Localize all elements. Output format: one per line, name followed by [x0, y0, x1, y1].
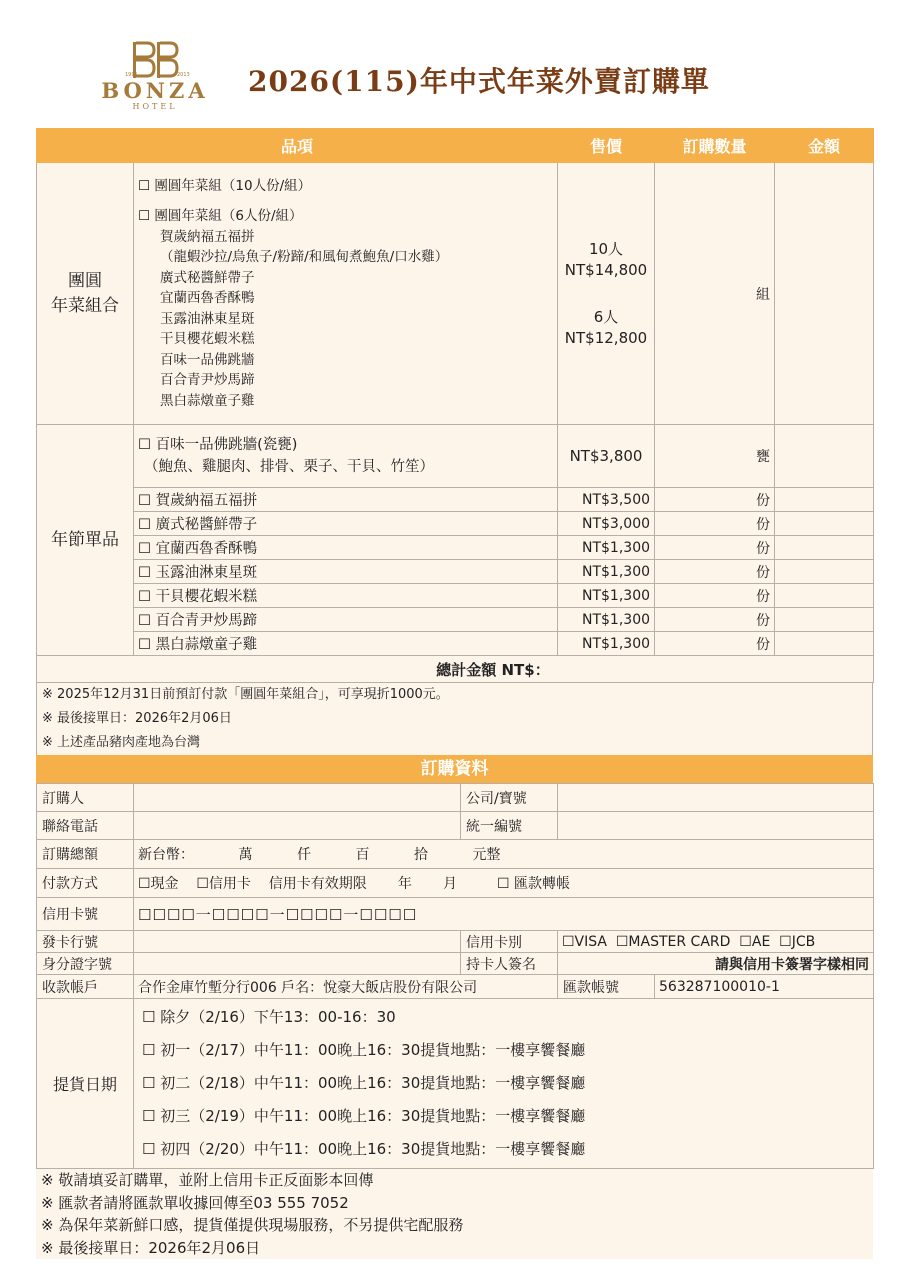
form-row: [37, 784, 874, 812]
tax-id-field[interactable]: [558, 812, 874, 840]
orderer-field[interactable]: [134, 784, 461, 812]
list-item: 賀歲納福五福拼: [160, 228, 255, 245]
list-item: 宜蘭西魯香酥鴨: [160, 290, 255, 307]
single-item[interactable]: ☐ 廣式秘醬鮮帶子: [134, 512, 558, 536]
single-price: NT$3,500: [558, 488, 655, 512]
set-qty-field[interactable]: 組: [655, 163, 775, 425]
table-row: [37, 632, 874, 656]
single-qty-first[interactable]: 甕: [655, 425, 775, 488]
logo-year-right: 2013: [177, 72, 190, 78]
single-qty[interactable]: 份: [655, 512, 775, 536]
pickup-option[interactable]: ☐ 初一（2/17）中午11：00晚上16：30提貨地點：一樓享饗餐廳: [142, 1041, 586, 1059]
page-header: [0, 0, 908, 128]
order-sheet: [36, 128, 873, 1259]
note-line: ※ 上述產品豬肉產地為台灣: [36, 731, 873, 755]
issuer-label: 發卡行號: [37, 931, 134, 953]
menu-table-header: [37, 129, 874, 163]
single-item[interactable]: ☐ 宜蘭西魯香酥鴨: [134, 536, 558, 560]
total-field[interactable]: 新台幣： 萬 仟 百 拾 元整: [134, 840, 874, 869]
id-number-label: 身分證字號: [37, 953, 134, 975]
header-amount: 金額: [775, 129, 874, 163]
card-number-field[interactable]: ☐☐☐☐一☐☐☐☐一☐☐☐☐一☐☐☐☐: [134, 898, 874, 931]
single-amount[interactable]: [775, 488, 874, 512]
single-qty[interactable]: 份: [655, 632, 775, 656]
payment-label: 付款方式: [37, 869, 134, 898]
single-qty[interactable]: 份: [655, 536, 775, 560]
pickup-option[interactable]: ☐ 初三（2/19）中午11：00晚上16：30提貨地點：一樓享饗餐廳: [142, 1107, 586, 1125]
form-row: [37, 840, 874, 869]
single-item-first[interactable]: ☐ 百味一品佛跳牆(瓷甕) （鮑魚、雞腿肉、排骨、栗子、干貝、竹笙）: [134, 425, 558, 488]
total-label: 訂購總額: [37, 840, 134, 869]
table-row: [37, 488, 874, 512]
form-row: [37, 869, 874, 898]
single-price: NT$1,300: [558, 608, 655, 632]
footer-line: ※ 匯款者請將匯款單收據回傳至03 555 7052: [36, 1192, 873, 1215]
logo-monogram-icon: [125, 40, 190, 80]
set-price: 10人 NT$14,800 6人 NT$12,800: [558, 163, 655, 425]
notes-block: [36, 683, 873, 755]
order-form: [36, 783, 874, 1169]
footer-notes: [36, 1169, 873, 1259]
logo-subtitle: HOTEL: [132, 102, 178, 111]
list-item: （龍蝦沙拉/烏魚子/粉蹄/和風甸煮鮑魚/口水雞）: [160, 249, 449, 266]
table-row: [37, 584, 874, 608]
payment-options[interactable]: ☐現金 ☐信用卡 信用卡有效期限 年 月 ☐ 匯款轉帳: [134, 869, 874, 898]
company-label: 公司/寶號: [461, 784, 558, 812]
tax-id-label: 統一編號: [461, 812, 558, 840]
card-type-label: 信用卡別: [461, 931, 558, 953]
single-qty[interactable]: 份: [655, 560, 775, 584]
hotel-logo: [100, 40, 210, 122]
card-type-options[interactable]: ☐VISA ☐MASTER CARD ☐AE ☐JCB: [558, 931, 874, 953]
page-title: 2026(115)年中式年菜外賣訂購單: [248, 65, 710, 98]
header-qty: 訂購數量: [655, 129, 775, 163]
list-item: 廣式秘醬鮮帶子: [160, 269, 255, 286]
single-item[interactable]: ☐ 百合青尹炒馬蹄: [134, 608, 558, 632]
list-item: 玉露油淋東星斑: [160, 310, 255, 327]
form-row: [37, 975, 874, 999]
card-number-label: 信用卡號: [37, 898, 134, 931]
note-line: ※ 最後接單日：2026年2月06日: [36, 707, 873, 731]
pickup-option[interactable]: ☐ 除夕（2/16）下午13：00-16：30: [142, 1008, 396, 1026]
single-row-first: [37, 425, 874, 488]
signature-label: 持卡人簽名: [461, 953, 558, 975]
single-price: NT$1,300: [558, 536, 655, 560]
single-item[interactable]: ☐ 干貝櫻花蝦米糕: [134, 584, 558, 608]
logo-brand: BONZA: [101, 78, 209, 103]
form-row: [37, 812, 874, 840]
list-item: 百合青尹炒馬蹄: [160, 372, 255, 389]
single-amount[interactable]: [775, 536, 874, 560]
single-amount[interactable]: [775, 584, 874, 608]
account-value: 合作金庫竹塹分行006 戶名：悅豪大飯店股份有限公司: [134, 975, 558, 999]
table-row: [37, 560, 874, 584]
form-row: [37, 999, 874, 1169]
single-qty[interactable]: 份: [655, 584, 775, 608]
menu-table: [36, 128, 874, 683]
single-amount[interactable]: [775, 512, 874, 536]
company-field[interactable]: [558, 784, 874, 812]
single-amount[interactable]: [775, 632, 874, 656]
signature-field[interactable]: 請與信用卡簽署字樣相同: [558, 953, 874, 975]
logo-year-left: 1991: [125, 72, 138, 78]
order-info-title: 訂購資料: [36, 755, 873, 783]
footer-line: ※ 最後接單日：2026年2月06日: [36, 1237, 873, 1260]
form-row: [37, 898, 874, 931]
set-option-6[interactable]: ☐ 團圓年菜組（6人份/組）: [138, 208, 303, 225]
single-price: NT$1,300: [558, 632, 655, 656]
set-amount-field[interactable]: [775, 163, 874, 425]
account-label: 收款帳戶: [37, 975, 134, 999]
single-category: 年節單品: [37, 425, 134, 656]
single-item[interactable]: ☐ 賀歲納福五福拼: [134, 488, 558, 512]
set-row: [37, 163, 874, 425]
single-item[interactable]: ☐ 玉露油淋東星斑: [134, 560, 558, 584]
pickup-label: 提貨日期: [37, 999, 134, 1169]
orderer-label: 訂購人: [37, 784, 134, 812]
table-row: [37, 608, 874, 632]
single-amount-first[interactable]: [775, 425, 874, 488]
single-amount[interactable]: [775, 560, 874, 584]
total-amount-label[interactable]: 總計金額 NT$：: [37, 656, 874, 683]
single-price: NT$1,300: [558, 560, 655, 584]
list-item: 黑白蒜燉童子雞: [160, 392, 255, 409]
single-price: NT$3,000: [558, 512, 655, 536]
header-item: 品項: [37, 129, 558, 163]
single-qty[interactable]: 份: [655, 608, 775, 632]
single-price: NT$1,300: [558, 584, 655, 608]
single-amount[interactable]: [775, 608, 874, 632]
total-row: [37, 656, 874, 683]
single-price-first: NT$3,800: [558, 425, 655, 488]
form-row: [37, 931, 874, 953]
single-item[interactable]: ☐ 黑白蒜燉童子雞: [134, 632, 558, 656]
pickup-option[interactable]: ☐ 初四（2/20）中午11：00晚上16：30提貨地點：一樓享饗餐廳: [142, 1140, 586, 1158]
single-qty[interactable]: 份: [655, 488, 775, 512]
set-item-list: [134, 163, 558, 425]
set-category: 團圓 年菜組合: [37, 163, 134, 425]
remit-number-value: 563287100010-1: [655, 975, 874, 999]
set-option-10[interactable]: ☐ 團圓年菜組（10人份/組）: [138, 177, 312, 194]
remit-number-label: 匯款帳號: [558, 975, 655, 999]
footer-line: ※ 敬請填妥訂購單，並附上信用卡正反面影本回傳: [36, 1169, 873, 1192]
phone-field[interactable]: [134, 812, 461, 840]
table-row: [37, 536, 874, 560]
header-price: 售價: [558, 129, 655, 163]
pickup-options: [134, 999, 874, 1169]
issuer-field[interactable]: [134, 931, 461, 953]
list-item: 干貝櫻花蝦米糕: [160, 331, 255, 348]
table-row: [37, 512, 874, 536]
form-row: [37, 953, 874, 975]
pickup-option[interactable]: ☐ 初二（2/18）中午11：00晚上16：30提貨地點：一樓享饗餐廳: [142, 1074, 586, 1092]
phone-label: 聯絡電話: [37, 812, 134, 840]
id-number-field[interactable]: [134, 953, 461, 975]
footer-line: ※ 為保年菜新鮮口感，提貨僅提供現場服務，不另提供宅配服務: [36, 1214, 873, 1237]
note-line: ※ 2025年12月31日前預訂付款「團圓年菜組合」，可享現折1000元。: [36, 683, 873, 707]
list-item: 百味一品佛跳牆: [160, 351, 255, 368]
